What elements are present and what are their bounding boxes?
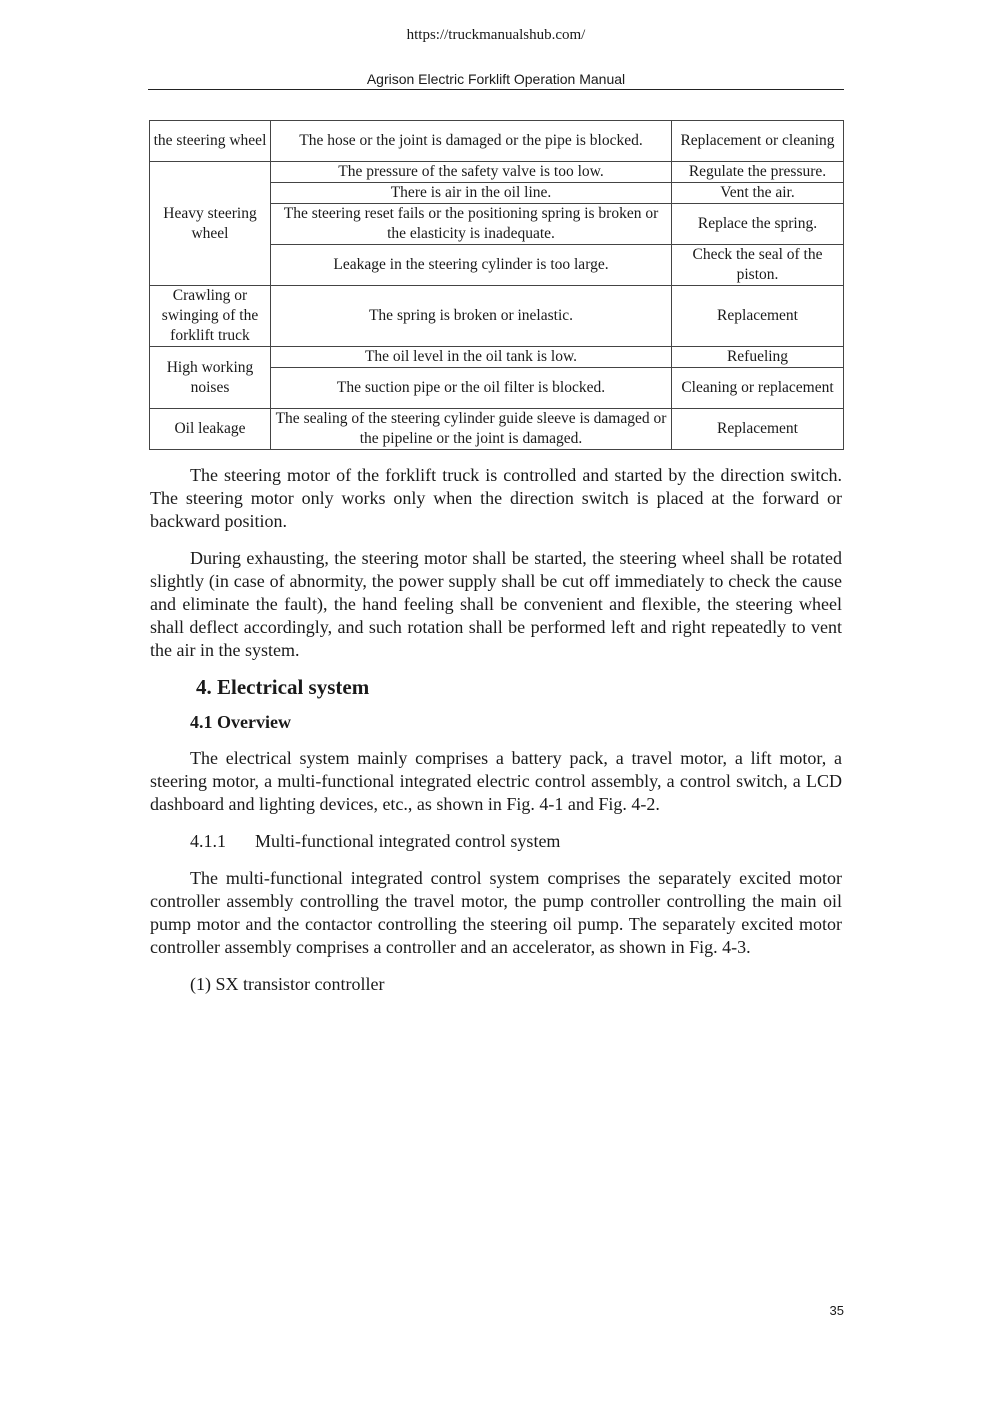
cause-cell: The oil level in the oil tank is low. [271, 347, 672, 368]
table-row [150, 121, 844, 162]
subsubsection-title: Multi-functional integrated control system [255, 831, 561, 851]
table-row [150, 347, 844, 368]
body-content [150, 464, 842, 996]
subsubsection-number: 4.1.1 [190, 831, 226, 851]
fault-cell: the steering wheel [150, 121, 271, 162]
cause-cell: The steering reset fails or the positioning spring is broken or the elasticity is inadequate. [271, 204, 672, 245]
table-row [150, 162, 844, 183]
fault-cell: High working noises [150, 347, 271, 409]
remedy-cell: Vent the air. [672, 183, 844, 204]
list-item: (1) SX transistor controller [190, 974, 385, 994]
paragraph: The electrical system mainly comprises a battery pack, a travel motor, a lift motor, a steering motor, a multi-functional integrated electric control assembly, a control switch, a LCD dashboard and lighting devices, etc., as shown in Fig. 4-1 and Fig. 4-2. [150, 748, 842, 814]
table-row [150, 286, 844, 347]
cause-cell: The sealing of the steering cylinder guide sleeve is damaged or the pipeline or the joint is damaged. [271, 409, 672, 450]
remedy-cell: Cleaning or replacement [672, 368, 844, 409]
section-heading: 4. Electrical system [196, 675, 370, 699]
fault-cell: Crawling or swinging of the forklift truck [150, 286, 271, 347]
remedy-cell: Replacement [672, 409, 844, 450]
remedy-cell: Check the seal of the piston. [672, 245, 844, 286]
troubleshooting-table [149, 120, 844, 450]
fault-cell: Oil leakage [150, 409, 271, 450]
paragraph: The steering motor of the forklift truck is controlled and started by the direction switch. The steering motor only works only when the direction switch is placed at the forward or backward position. [150, 465, 842, 531]
table-row [150, 409, 844, 450]
remedy-cell: Replace the spring. [672, 204, 844, 245]
header-rule [148, 89, 844, 90]
paragraph: The multi-functional integrated control system comprises the separately excited motor controller assembly controlling the travel motor, the pump controller controlling the main oil pump motor and the contactor controlling the steering oil pump. The separately excited motor controller assembly comprises a controller and an accelerator, as shown in Fig. 4-3. [150, 868, 842, 957]
page-number: 35 [829, 1303, 844, 1318]
fault-cell: Heavy steering wheel [150, 162, 271, 286]
remedy-cell: Replacement [672, 286, 844, 347]
cause-cell: There is air in the oil line. [271, 183, 672, 204]
cause-cell: The pressure of the safety valve is too low. [271, 162, 672, 183]
subsubsection-heading [150, 830, 842, 853]
cause-cell: The suction pipe or the oil filter is blocked. [271, 368, 672, 409]
cause-cell: The hose or the joint is damaged or the pipe is blocked. [271, 121, 672, 162]
running-header: Agrison Electric Forklift Operation Manual [366, 71, 626, 87]
source-url[interactable]: https://truckmanualshub.com/ [406, 27, 586, 43]
cause-cell: The spring is broken or inelastic. [271, 286, 672, 347]
remedy-cell: Regulate the pressure. [672, 162, 844, 183]
remedy-cell: Refueling [672, 347, 844, 368]
remedy-cell: Replacement or cleaning [672, 121, 844, 162]
cause-cell: Leakage in the steering cylinder is too large. [271, 245, 672, 286]
paragraph: During exhausting, the steering motor shall be started, the steering wheel shall be rotated slightly (in case of abnormity, the power supply shall be cut off immediately to check the cause and eliminate the fault), the hand feeling shall be convenient and flexible, the steering wheel shall deflect accordingly, and such rotation shall be performed left and right repeatedly to vent the air in the system. [150, 548, 842, 660]
subsection-heading: 4.1 Overview [190, 712, 291, 732]
